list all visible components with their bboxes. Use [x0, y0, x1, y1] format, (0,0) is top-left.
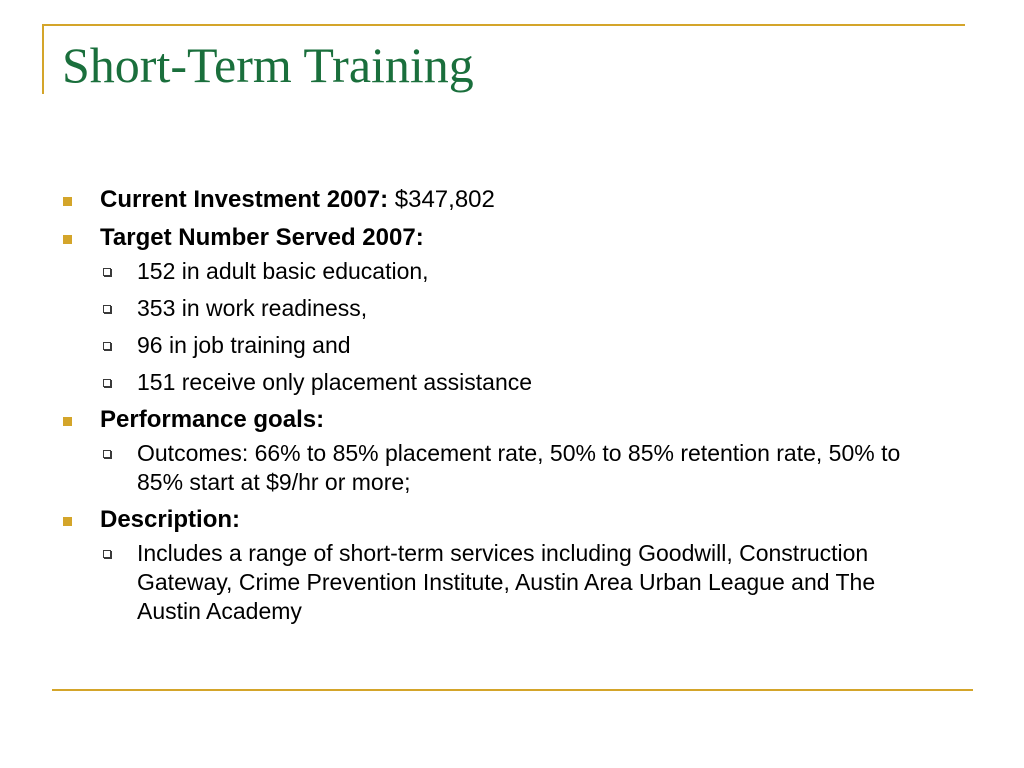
sub-bullet-list	[100, 257, 943, 397]
hollow-square-bullet-icon	[103, 450, 111, 458]
sub-bullet-list	[100, 439, 943, 497]
hollow-square-bullet-icon	[103, 550, 111, 558]
sub-bullet-item	[100, 439, 943, 497]
sub-bullet-text: 353 in work readiness,	[137, 295, 368, 321]
bullet-label: Current Investment 2007:	[100, 186, 389, 213]
square-bullet-icon	[63, 197, 72, 206]
bullet-label: Description:	[100, 506, 241, 533]
bullet-target-number-served	[63, 223, 943, 397]
bullet-description	[63, 505, 943, 626]
bullet-value: $347,802	[388, 186, 495, 213]
sub-bullet-text: Includes a range of short-term services including Goodwill, Construction Gateway, Crime Prevention Institute, Austin Area Urban League and The Austin Academy	[137, 540, 876, 624]
sub-bullet-item	[100, 331, 943, 360]
hollow-square-bullet-icon	[103, 305, 111, 313]
bottom-rule	[52, 689, 973, 691]
bullet-list	[63, 185, 943, 626]
square-bullet-icon	[63, 235, 72, 244]
sub-bullet-text: 151 receive only placement assistance	[137, 369, 533, 395]
top-rule	[42, 24, 965, 26]
square-bullet-icon	[63, 417, 72, 426]
sub-bullet-item	[100, 257, 943, 286]
sub-bullet-text: Outcomes: 66% to 85% placement rate, 50% to 85% retention rate, 50% to 85% start at $9/hr or more;	[137, 440, 901, 495]
sub-bullet-text: 96 in job training and	[137, 332, 351, 358]
bullet-current-investment	[63, 185, 943, 215]
sub-bullet-item	[100, 294, 943, 323]
bullet-label: Target Number Served 2007:	[100, 224, 424, 251]
bullet-label: Performance goals:	[100, 406, 325, 433]
slide-body	[63, 185, 943, 634]
sub-bullet-item	[100, 368, 943, 397]
bullet-performance-goals	[63, 405, 943, 497]
sub-bullet-list	[100, 539, 943, 626]
hollow-square-bullet-icon	[103, 342, 111, 350]
square-bullet-icon	[63, 517, 72, 526]
sub-bullet-text: 152 in adult basic education,	[137, 258, 429, 284]
hollow-square-bullet-icon	[103, 379, 111, 387]
hollow-square-bullet-icon	[103, 268, 111, 276]
sub-bullet-item	[100, 539, 943, 626]
slide-title: Short-Term Training	[62, 37, 474, 93]
left-rule	[42, 24, 44, 94]
